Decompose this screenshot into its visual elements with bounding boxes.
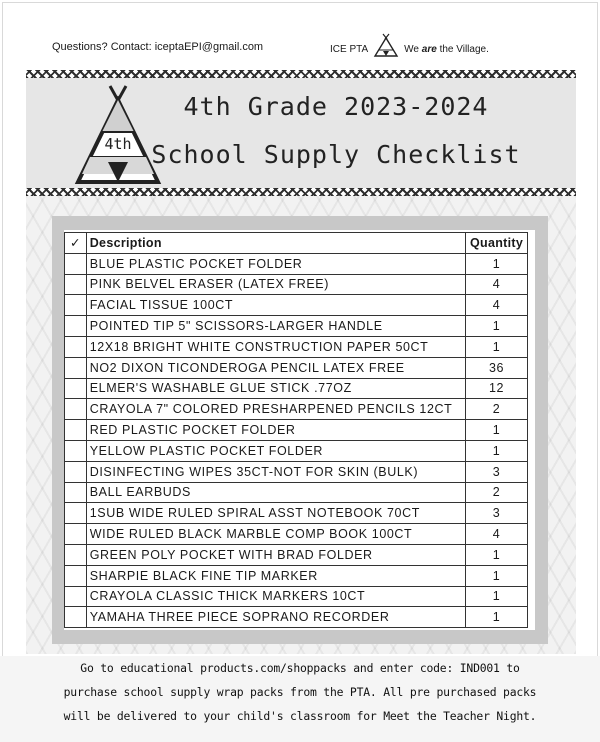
item-quantity: 4 <box>466 274 528 295</box>
row-checkbox[interactable] <box>65 482 87 503</box>
row-checkbox[interactable] <box>65 586 87 607</box>
table-row <box>65 482 528 503</box>
teepee-icon <box>372 33 400 57</box>
tagline-pre: We <box>404 43 419 55</box>
item-quantity: 2 <box>466 482 528 503</box>
checkmark-header: ✓ <box>65 233 87 254</box>
table-row <box>65 378 528 399</box>
checklist-panel <box>64 230 535 630</box>
table-row <box>65 357 528 378</box>
item-description: CRAYOLA CLASSIC THICK MARKERS 10CT <box>86 586 465 607</box>
footer-line-3: will be delivered to your child's classroom for Meet the Teacher Night. <box>63 709 537 723</box>
supply-table <box>64 232 528 628</box>
row-checkbox[interactable] <box>65 565 87 586</box>
table-row <box>65 253 528 274</box>
row-checkbox[interactable] <box>65 607 87 628</box>
table-row <box>65 461 528 482</box>
checklist-frame <box>52 216 548 644</box>
row-checkbox[interactable] <box>65 274 87 295</box>
table-row <box>65 399 528 420</box>
table-row <box>65 274 528 295</box>
item-description: YAMAHA THREE PIECE SOPRANO RECORDER <box>86 607 465 628</box>
brand-name: ICE PTA <box>330 43 369 55</box>
item-quantity: 1 <box>466 607 528 628</box>
item-quantity: 1 <box>466 336 528 357</box>
tagline-post: the Village. <box>439 43 489 55</box>
item-quantity: 2 <box>466 399 528 420</box>
table-row <box>65 440 528 461</box>
item-quantity: 4 <box>466 524 528 545</box>
row-checkbox[interactable] <box>65 253 87 274</box>
item-description: PINK BELVEL ERASER (LATEX FREE) <box>86 274 465 295</box>
item-description: GREEN POLY POCKET WITH BRAD FOLDER <box>86 544 465 565</box>
row-checkbox[interactable] <box>65 524 87 545</box>
tagline-emphasis: are <box>421 43 437 55</box>
row-checkbox[interactable] <box>65 378 87 399</box>
table-row <box>65 336 528 357</box>
teepee-logo-text: 4th <box>104 135 132 153</box>
table-row <box>65 544 528 565</box>
item-description: WIDE RULED BLACK MARBLE COMP BOOK 100CT <box>86 524 465 545</box>
item-description: NO2 DIXON TICONDEROGA PENCIL LATEX FREE <box>86 357 465 378</box>
decorative-band-bottom <box>26 188 576 196</box>
item-quantity: 1 <box>466 440 528 461</box>
quantity-header: Quantity <box>466 233 528 254</box>
table-row <box>65 420 528 441</box>
item-quantity: 36 <box>466 357 528 378</box>
decorative-band-top <box>26 70 576 78</box>
item-description: RED PLASTIC POCKET FOLDER <box>86 420 465 441</box>
table-row <box>65 316 528 337</box>
row-checkbox[interactable] <box>65 399 87 420</box>
row-checkbox[interactable] <box>65 544 87 565</box>
item-quantity: 1 <box>466 565 528 586</box>
row-checkbox[interactable] <box>65 420 87 441</box>
tagline <box>404 44 489 55</box>
row-checkbox[interactable] <box>65 336 87 357</box>
table-header-row <box>65 233 528 254</box>
item-description: SHARPIE BLACK FINE TIP MARKER <box>86 565 465 586</box>
row-checkbox[interactable] <box>65 440 87 461</box>
contact-text: Questions? Contact: iceptaEPI@gmail.com <box>52 41 264 53</box>
item-description: BLUE PLASTIC POCKET FOLDER <box>86 253 465 274</box>
footer-instructions <box>0 656 600 742</box>
item-description: ELMER'S WASHABLE GLUE STICK .77OZ <box>86 378 465 399</box>
description-header: Description <box>86 233 465 254</box>
table-row <box>65 607 528 628</box>
item-description: DISINFECTING WIPES 35CT-NOT FOR SKIN (BULK) <box>86 461 465 482</box>
row-checkbox[interactable] <box>65 357 87 378</box>
table-row <box>65 586 528 607</box>
item-description: POINTED TIP 5" SCISSORS-LARGER HANDLE <box>86 316 465 337</box>
row-checkbox[interactable] <box>65 461 87 482</box>
header-banner <box>26 78 576 188</box>
item-quantity: 1 <box>466 586 528 607</box>
item-quantity: 1 <box>466 316 528 337</box>
table-row <box>65 295 528 316</box>
footer-line-1: Go to educational products.com/shoppacks and enter code: IND001 to <box>80 661 520 675</box>
table-row <box>65 503 528 524</box>
row-checkbox[interactable] <box>65 316 87 337</box>
table-row <box>65 565 528 586</box>
item-quantity: 3 <box>466 461 528 482</box>
item-description: 12X18 BRIGHT WHITE CONSTRUCTION PAPER 50CT <box>86 336 465 357</box>
item-description: FACIAL TISSUE 100CT <box>86 295 465 316</box>
table-row <box>65 524 528 545</box>
item-quantity: 3 <box>466 503 528 524</box>
page-title-line1: 4th Grade 2023-2024 <box>183 92 489 121</box>
item-quantity: 1 <box>466 253 528 274</box>
footer-line-2: purchase school supply wrap packs from the PTA. All pre purchased packs <box>63 685 537 699</box>
brand-block <box>330 41 489 57</box>
item-quantity: 1 <box>466 544 528 565</box>
page-title-line2: School Supply Checklist <box>151 140 521 169</box>
item-quantity: 1 <box>466 420 528 441</box>
item-quantity: 12 <box>466 378 528 399</box>
supply-table-body <box>65 253 528 627</box>
item-description: YELLOW PLASTIC POCKET FOLDER <box>86 440 465 461</box>
item-description: BALL EARBUDS <box>86 482 465 503</box>
item-description: CRAYOLA 7" COLORED PRESHARPENED PENCILS 12CT <box>86 399 465 420</box>
item-quantity: 4 <box>466 295 528 316</box>
top-info-line <box>0 38 600 62</box>
item-description: 1SUB WIDE RULED SPIRAL ASST NOTEBOOK 70CT <box>86 503 465 524</box>
row-checkbox[interactable] <box>65 503 87 524</box>
row-checkbox[interactable] <box>65 295 87 316</box>
